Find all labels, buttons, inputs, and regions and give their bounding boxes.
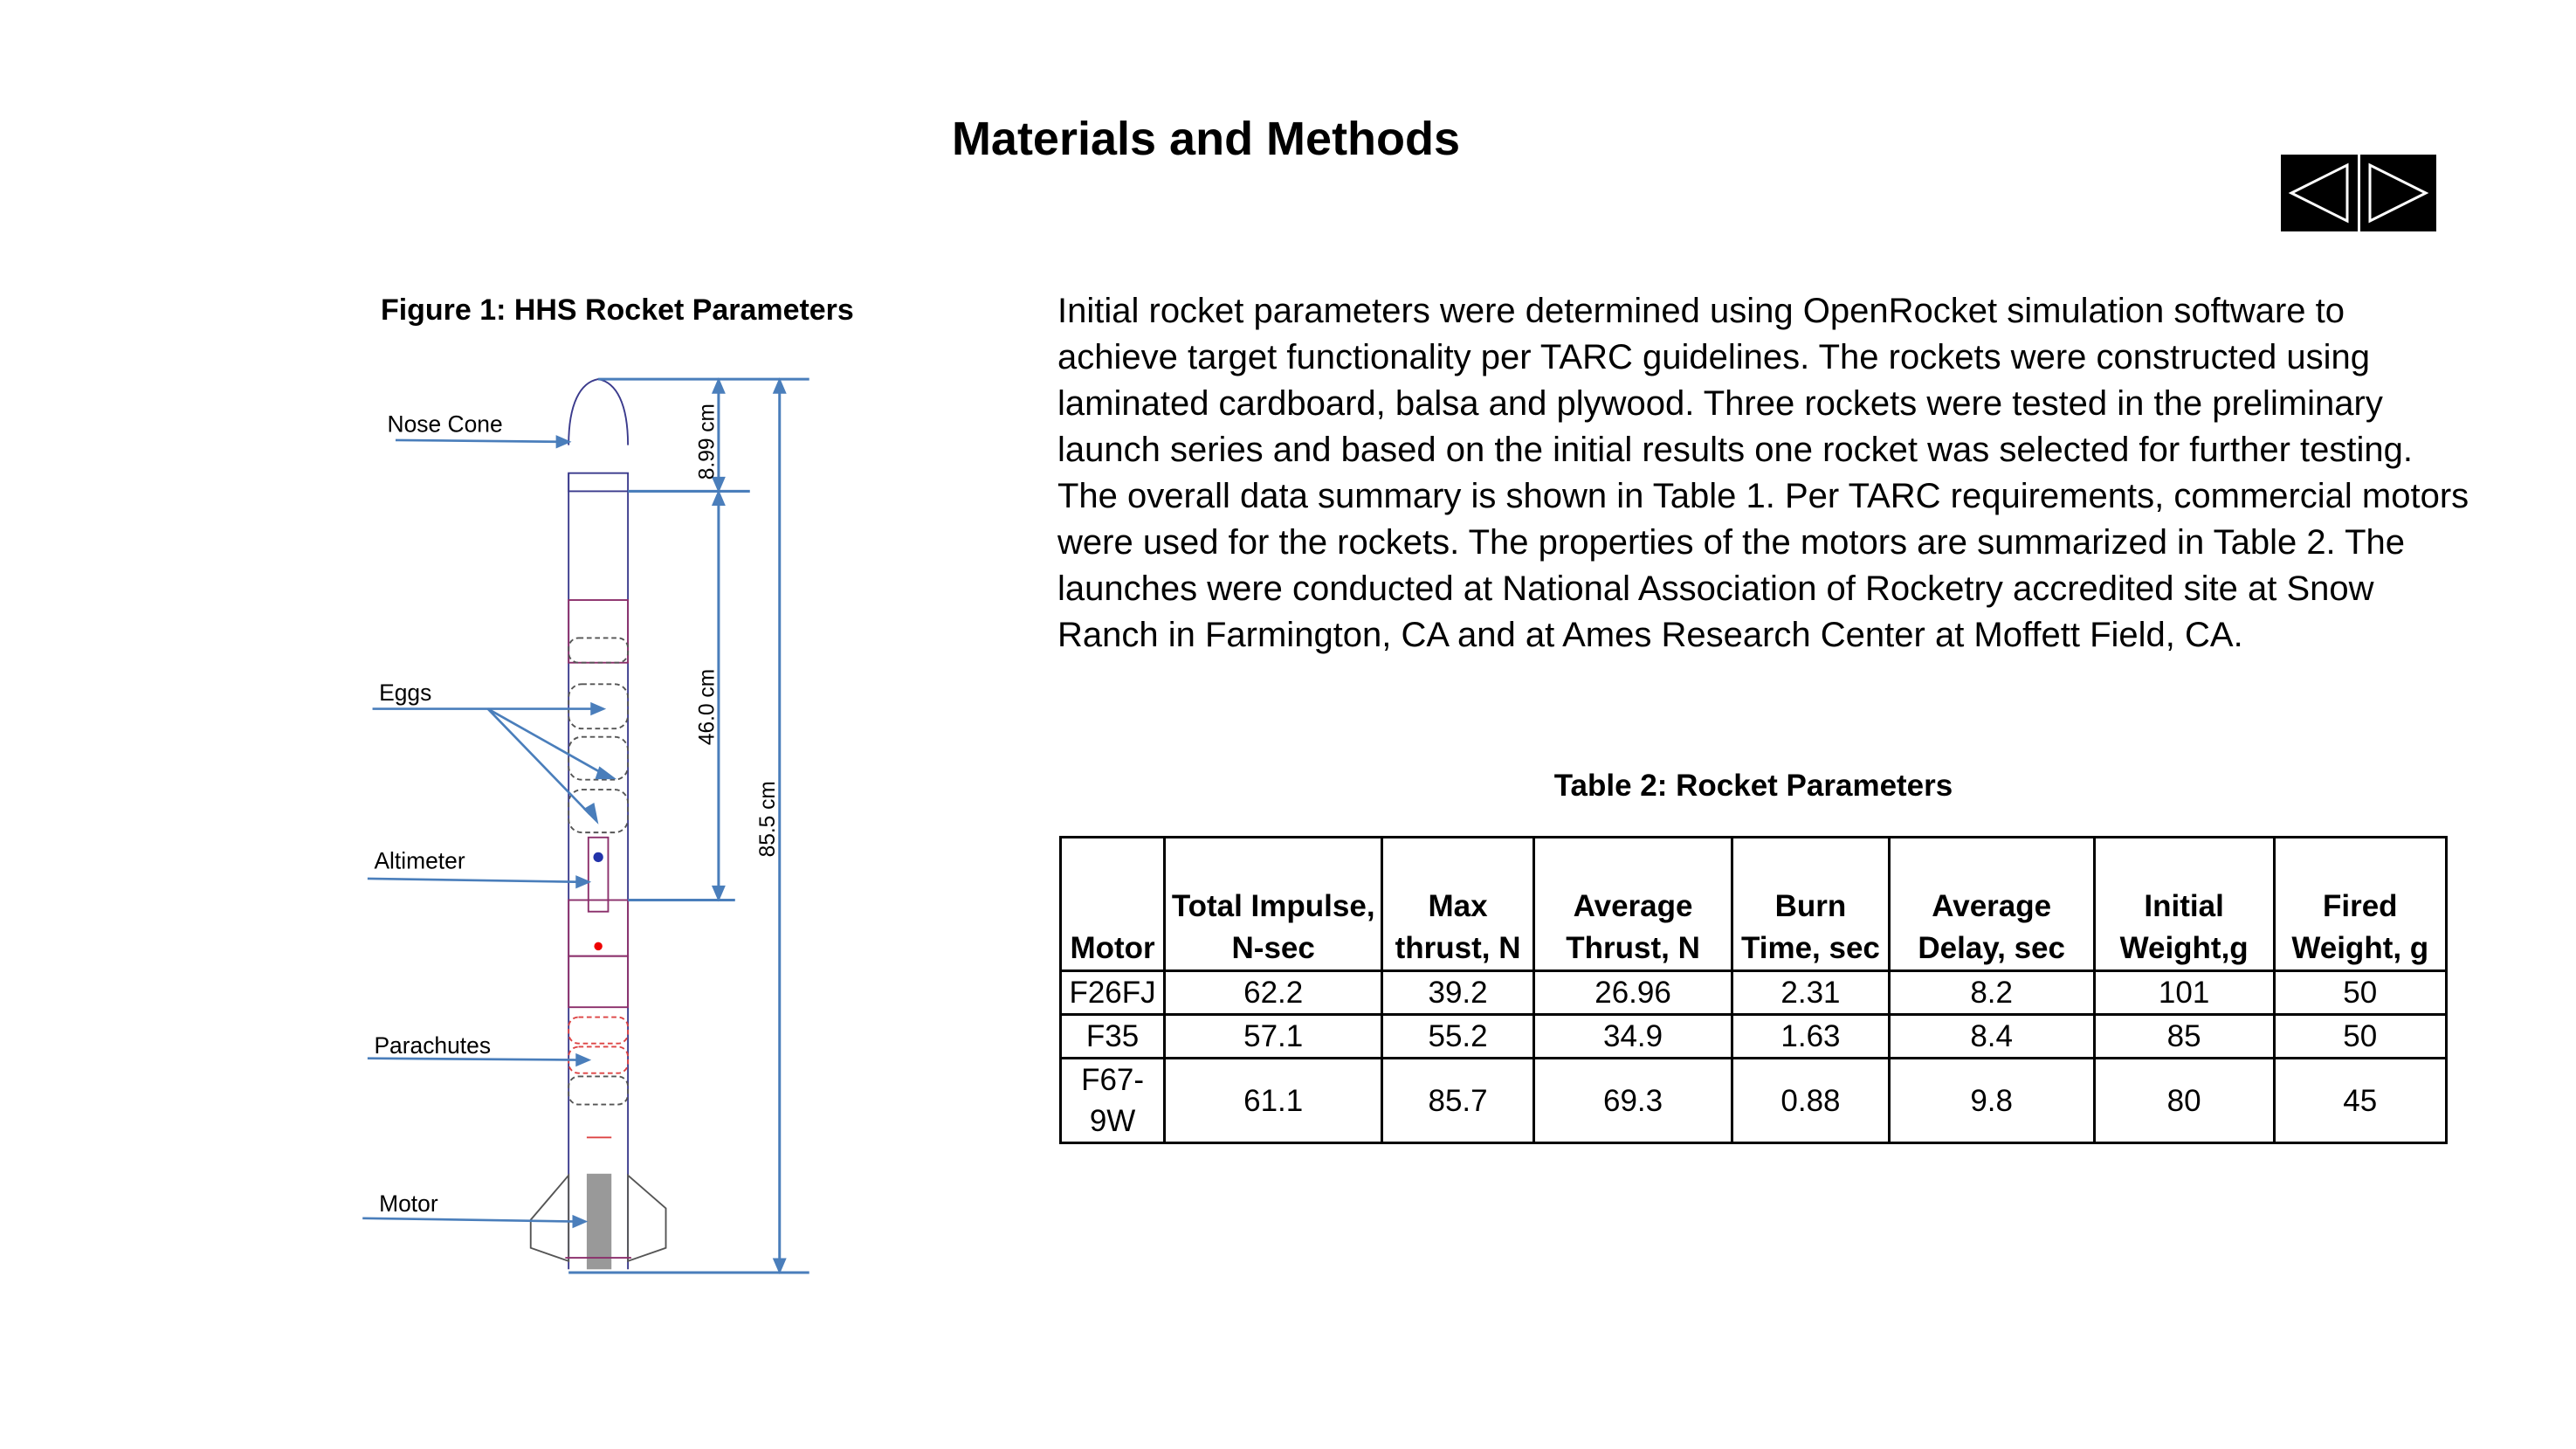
total-length-label: 85.5 cm [756,781,781,858]
table-cell: 1.63 [1732,1015,1889,1059]
left-fin [531,1176,568,1261]
egg-bay [568,600,628,663]
nose-shoulder [568,473,628,492]
table-cell: 85 [2094,1015,2274,1059]
nose-length-label: 8.99 cm [695,404,720,480]
figure-caption: Figure 1: HHS Rocket Parameters [381,293,854,328]
methods-paragraph: Initial rocket parameters were determined using OpenRocket simulation software to achieve target functionality per TARC guidelines. The rockets were constructed using laminated cardboard, balsa and plywood. Three rockets were tested in the preliminary launch series and based on the initial results one rocket was selected for further testing. The overall data summary is shown in Table 1. Per TARC requirements, commercial motors were used for the rockets. The properties of the motors are summarized in Table 2. The launches were conducted at National Association of Rocketry accredited site at Snow Ranch in Farmington, CA and at Ames Research Center at Moffett Field, CA. [1057,292,2469,654]
motor-label: Motor [379,1190,438,1218]
table-cell: 39.2 [1382,971,1534,1015]
table-cell: 85.7 [1382,1059,1534,1143]
header-cell: Burn Time, sec [1732,838,1889,971]
table-row [1061,1015,2447,1059]
parachute [568,1018,628,1044]
header-cell: Max thrust, N [1382,838,1534,971]
egg [568,790,628,832]
table-cell: 62.2 [1165,971,1382,1015]
table-cell: 50 [2274,971,2446,1015]
table-cell: 80 [2094,1059,2274,1143]
parachutes-label: Parachutes [374,1032,492,1059]
table-row [1061,971,2447,1015]
header-cell: Fired Weight, g [2274,838,2446,971]
table-cell: 2.31 [1732,971,1889,1015]
label-arrows [362,437,613,1226]
rocket-parameters-table [1059,836,2448,1144]
body-length-label: 46.0 cm [695,668,720,746]
table-cell: 61.1 [1165,1059,1382,1143]
table-cell: 34.9 [1533,1015,1732,1059]
table-cell: 50 [2274,1015,2446,1059]
nose-cone-label: Nose Cone [387,411,503,438]
table-cell: 0.88 [1732,1059,1889,1143]
table-cell: 9.8 [1889,1059,2094,1143]
nose-cone [568,379,628,445]
table-cell: 8.2 [1889,971,2094,1015]
cg-marker [593,852,603,862]
motor [587,1174,611,1269]
table-cell: 69.3 [1533,1059,1732,1143]
table-row [1061,1059,2447,1143]
header-cell: Total Impulse, N-sec [1165,838,1382,971]
table-cell: 45 [2274,1059,2446,1143]
table-cell: F35 [1061,1015,1165,1059]
right-fin [628,1176,665,1261]
table-cell: 101 [2094,971,2274,1015]
header-cell: Motor [1061,838,1165,971]
table-header-row [1061,838,2447,971]
table-cell: 55.2 [1382,1015,1534,1059]
table-cell: 8.4 [1889,1015,2094,1059]
table-cell: 26.96 [1533,971,1732,1015]
table-cell: F67-9W [1061,1059,1165,1143]
altimeter-label: Altimeter [374,847,465,874]
table-cell: F26FJ [1061,971,1165,1015]
header-cell: Initial Weight,g [2094,838,2274,971]
table-caption: Table 2: Rocket Parameters [1553,769,1953,803]
page-title: Materials and Methods [951,113,1461,165]
cp-marker [594,942,602,950]
eggs-label: Eggs [379,680,432,707]
header-cell: Average Delay, sec [1889,838,2094,971]
table-cell: 57.1 [1165,1015,1382,1059]
header-cell: Average Thrust, N [1533,838,1732,971]
rocket-drawing [531,379,666,1269]
